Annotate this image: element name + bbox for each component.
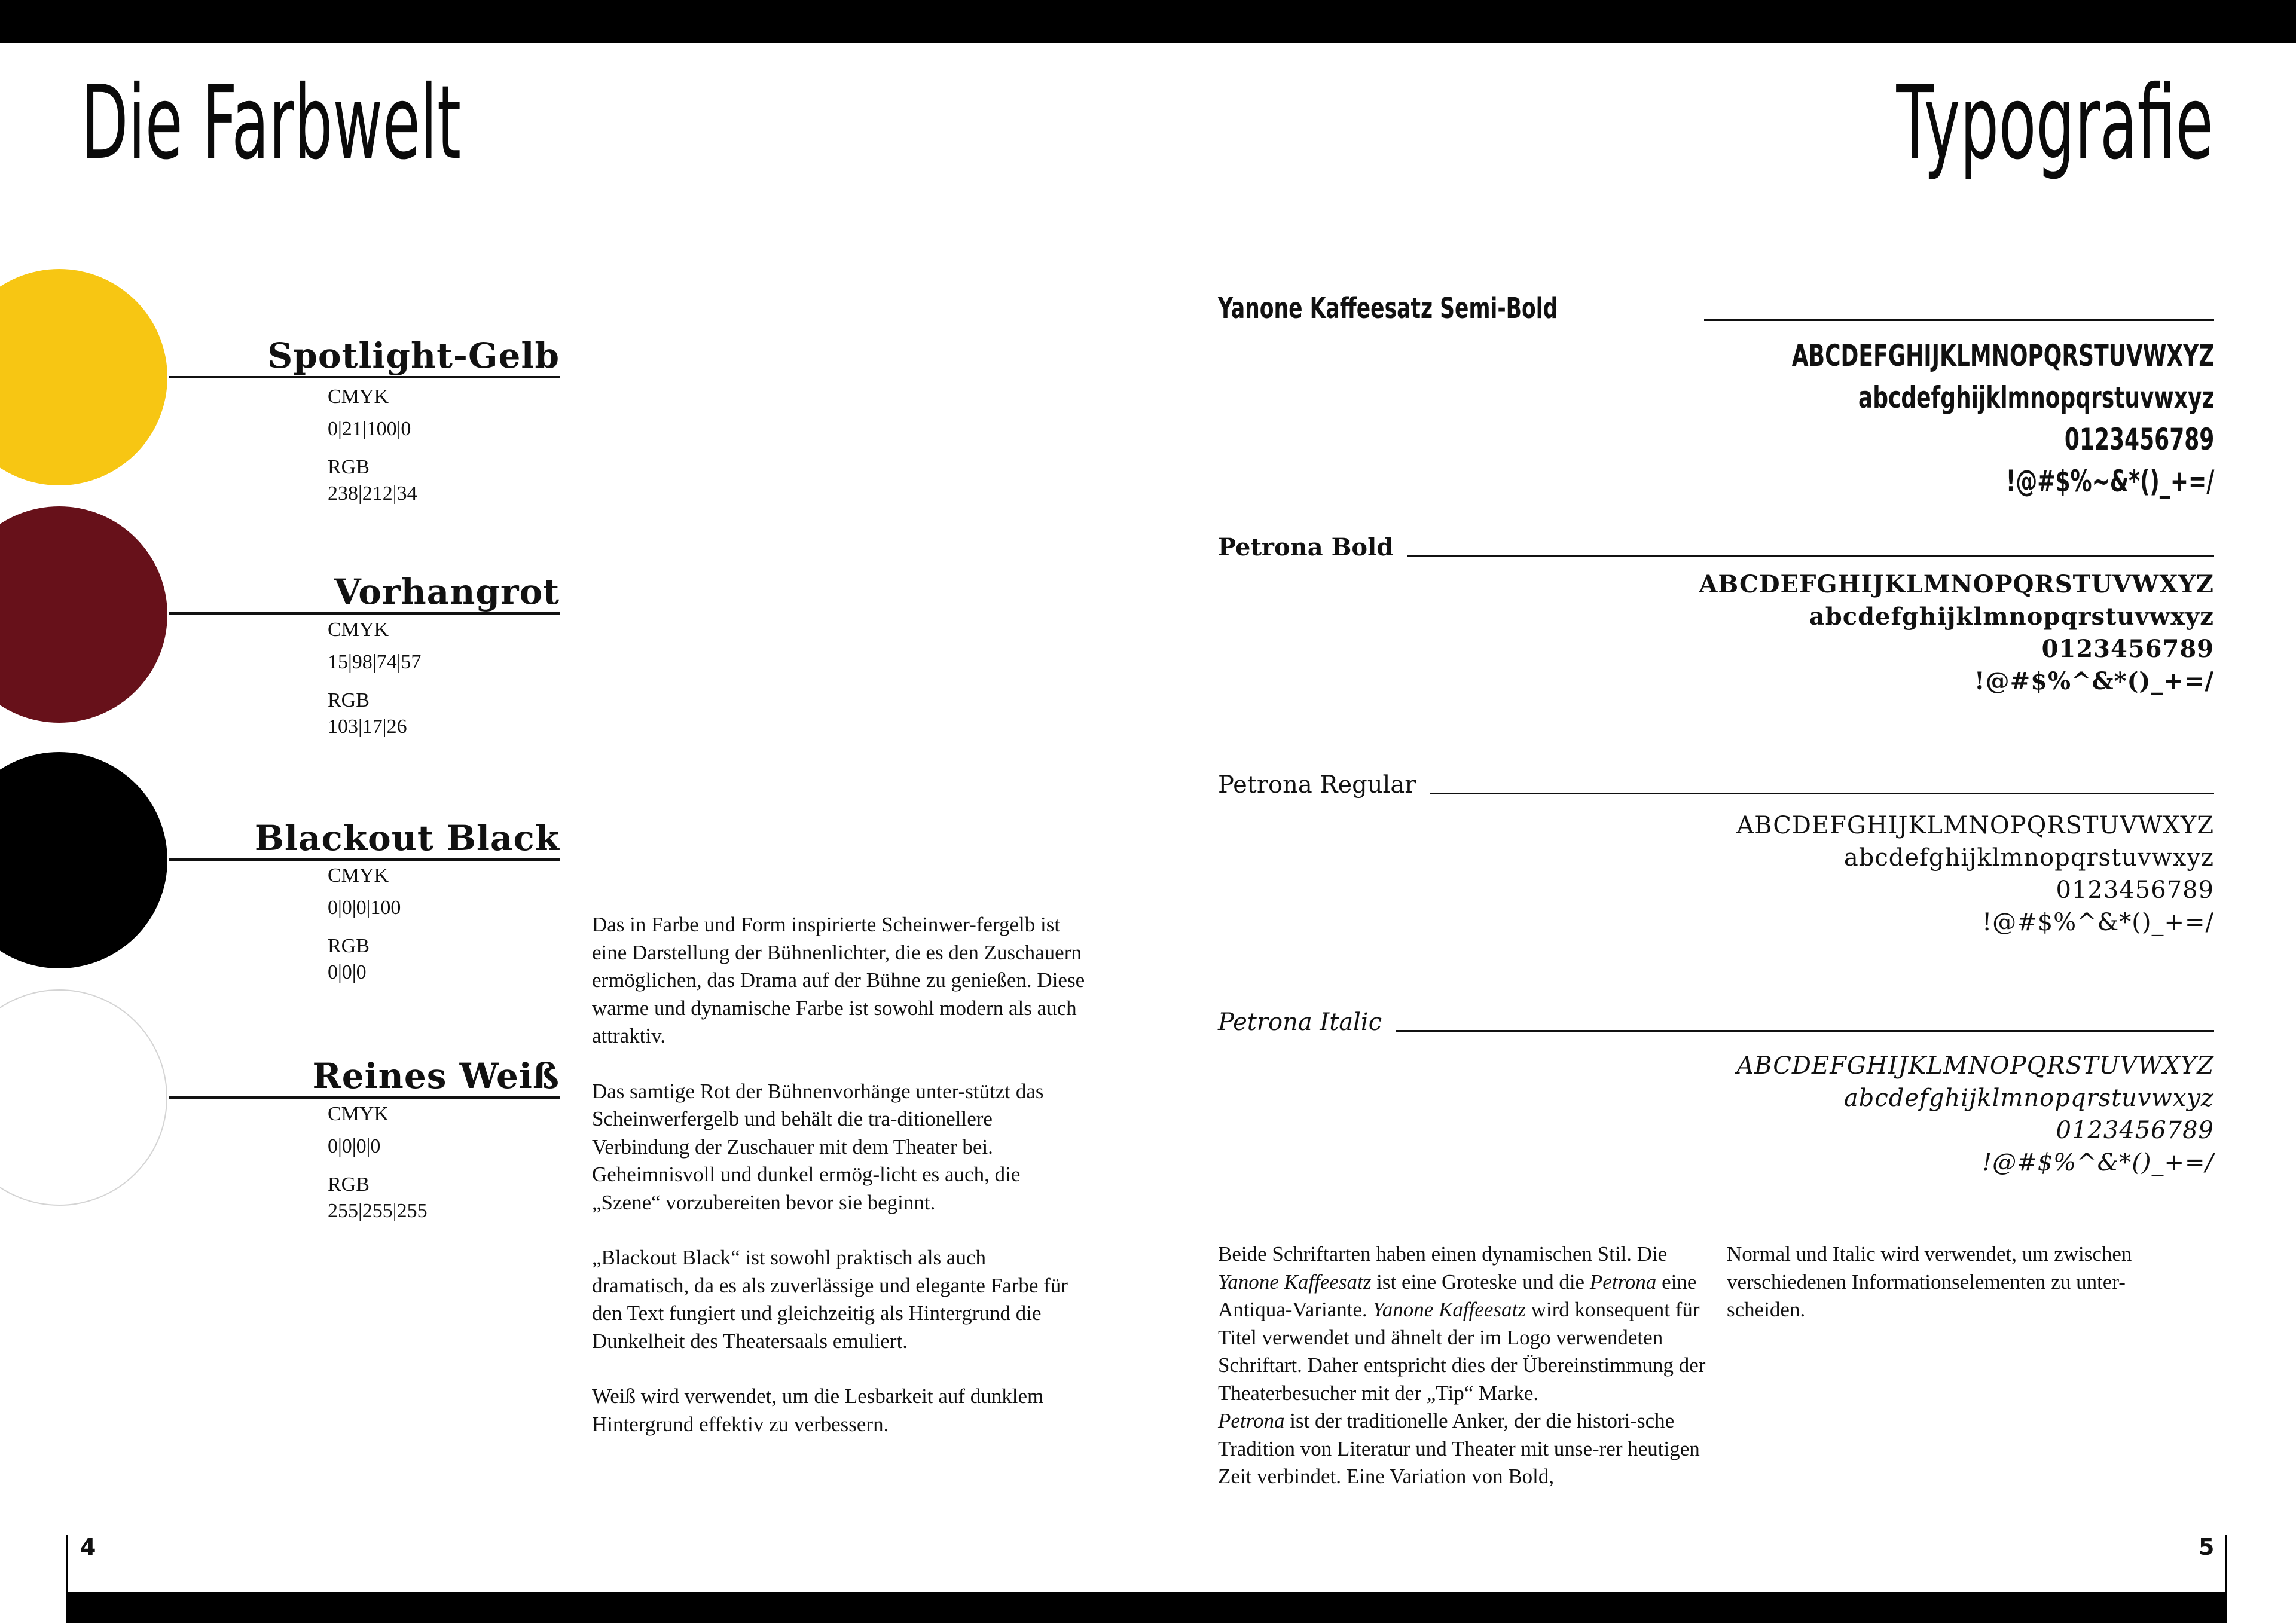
cmyk-value: 0|0|0|100	[328, 897, 401, 919]
font-name: Petrona Bold	[1218, 531, 1407, 564]
cmyk-value: 15|98|74|57	[328, 651, 422, 673]
font-name: Yanone Kaffeesatz Semi-Bold	[1218, 292, 1558, 325]
page-number: 4	[80, 1534, 96, 1560]
sample-lowercase: abcdefghijklmnopqrstuvwxyz	[1843, 844, 2214, 872]
divider	[169, 1096, 560, 1099]
paragraph: Das in Farbe und Form inspirierte Scheinwer-fergelb ist eine Darstellung der Bühnenlichter, die es den Zuschauern ermöglichen, das Drama auf der Bühne zu genießen. Diese warme und dynamische Farbe ist sowohl modern als auch attraktiv.	[592, 913, 1085, 1047]
color-name: Spotlight-Gelb	[267, 335, 560, 376]
text: Beide Schriftarten haben einen dynamischen Stil. Die	[1218, 1242, 1668, 1266]
font-sample-petrona-bold	[1699, 568, 2214, 698]
color-name: Blackout Black	[254, 818, 560, 858]
font-name-heading	[1218, 292, 1704, 325]
color-name: Vorhangrot	[334, 571, 560, 612]
swatch-blackout-black	[0, 752, 167, 968]
text-italic: Yanone Kaffeesatz	[1372, 1298, 1526, 1321]
sample-symbols: !@#$%~&*()_+=/	[2005, 464, 2214, 499]
sample-uppercase: ABCDEFGHIJKLMNOPQRSTUVWXYZ	[1736, 1052, 2214, 1080]
cmyk-label: CMYK	[328, 619, 389, 641]
color-spec-blackout-black	[328, 863, 401, 986]
color-spec-reines-weiss	[328, 1101, 428, 1224]
paragraph: „Blackout Black“ ist sowohl praktisch als auch dramatisch, da es als zuverlässige und elegante Farbe für den Text fungiert und gleichzeitig als Hintergrund die Dunkelheit des Theatersaals emuliert.	[592, 1246, 1068, 1353]
text: eine Antiqua-Variante.	[1218, 1270, 1697, 1321]
paragraph: Das samtige Rot der Bühnenvorhänge unter-stützt das Scheinwerfergelb und behält die tra-ditionellere Verbindung der Zuschauer mit dem Theater bei. Geheimnisvoll und dunkel ermög-licht es auch, die „Szene“ vorzubereiten bevor sie beginnt.	[592, 1079, 1044, 1214]
sample-digits: 0123456789	[2056, 1117, 2214, 1144]
divider	[169, 858, 560, 861]
sample-lowercase: abcdefghijklmnopqrstuvwxyz	[1809, 603, 2214, 631]
color-spec-spotlight-gelb	[328, 384, 417, 507]
text: wird konsequent für Titel verwendet und ähnelt der im Logo verwendeten Schriftart. Daher entspricht dies der Übereinstimmung der Theaterbesucher mit der „Tip“ Marke.	[1218, 1298, 1706, 1405]
rgb-label: RGB	[328, 689, 370, 711]
paragraph	[1218, 1407, 1714, 1491]
sample-symbols: !@#$%^&*()_+=/	[1982, 909, 2214, 936]
rgb-value: 103|17|26	[328, 716, 407, 738]
font-sample-petrona-regular	[1736, 809, 2214, 939]
cmyk-label: CMYK	[328, 864, 389, 887]
page-number-rule	[66, 1535, 68, 1592]
sample-symbols: !@#$%^&*()_+=/	[1974, 667, 2214, 695]
swatch-vorhangrot	[0, 506, 167, 723]
paragraph: Normal und Italic wird verwendet, um zwischen verschiedenen Informationselementen zu unter-scheiden.	[1727, 1242, 2132, 1321]
paragraph: Weiß wird verwendet, um die Lesbarkeit auf dunklem Hintergrund effektiv zu verbessern.	[592, 1384, 1044, 1436]
typography-body-column-2	[1727, 1240, 2199, 1324]
page-title-typografie: Typografie	[1896, 64, 2213, 182]
color-name: Reines Weiß	[312, 1056, 560, 1096]
text-italic: Petrona	[1589, 1270, 1657, 1294]
sample-uppercase: ABCDEFGHIJKLMNOPQRSTUVWXYZ	[1699, 570, 2214, 598]
page-title-farbwelt: Die Farbwelt	[81, 64, 462, 182]
cmyk-label: CMYK	[328, 1103, 389, 1125]
rgb-value: 0|0|0	[328, 961, 367, 983]
divider	[169, 612, 560, 615]
text-italic: Petrona	[1218, 1409, 1285, 1432]
font-name: Petrona Regular	[1218, 769, 1430, 801]
top-bar	[0, 0, 2296, 43]
color-description-text	[592, 911, 1088, 1438]
sample-uppercase: ABCDEFGHIJKLMNOPQRSTUVWXYZ	[1736, 812, 2214, 839]
swatch-spotlight-gelb	[0, 269, 167, 485]
text: ist der traditionelle Anker, der die histori-sche Tradition von Literatur und Theater mit unse-rer heutigen Zeit verbindet. Eine Variation von Bold,	[1218, 1409, 1700, 1488]
sample-uppercase: ABCDEFGHIJKLMNOPQRSTUVWXYZ	[1791, 338, 2214, 373]
text: ist eine Groteske und die	[1371, 1270, 1590, 1294]
cmyk-value: 0|21|100|0	[328, 418, 411, 440]
font-sample-yanone	[1628, 335, 2214, 502]
page-number-rule	[2225, 1535, 2227, 1592]
rgb-label: RGB	[328, 1173, 370, 1196]
page-number: 5	[2199, 1534, 2215, 1560]
swatch-reines-weiss	[0, 989, 167, 1206]
rgb-label: RGB	[328, 935, 370, 957]
rgb-value: 238|212|34	[328, 482, 417, 505]
typography-body-column-1	[1218, 1240, 1714, 1491]
text-italic: Yanone Kaffeesatz	[1218, 1270, 1372, 1294]
sample-digits: 0123456789	[2056, 876, 2214, 904]
cmyk-value: 0|0|0|0	[328, 1135, 381, 1157]
sample-digits: 0123456789	[2041, 635, 2214, 663]
cmyk-label: CMYK	[328, 386, 389, 408]
rgb-label: RGB	[328, 456, 370, 478]
sample-symbols: !@#$%^&*()_+=/	[1982, 1149, 2214, 1176]
color-spec-vorhangrot	[328, 617, 421, 740]
font-sample-petrona-italic	[1736, 1050, 2214, 1179]
font-name: Petrona Italic	[1218, 1006, 1396, 1038]
divider	[169, 376, 560, 378]
sample-lowercase: abcdefghijklmnopqrstuvwxyz	[1843, 1084, 2214, 1112]
bottom-bar	[66, 1592, 2227, 1623]
sample-digits: 0123456789	[2064, 422, 2214, 457]
paragraph	[1218, 1240, 1714, 1407]
rgb-value: 255|255|255	[328, 1200, 428, 1222]
sample-lowercase: abcdefghijklmnopqrstuvwxyz	[1858, 380, 2214, 415]
